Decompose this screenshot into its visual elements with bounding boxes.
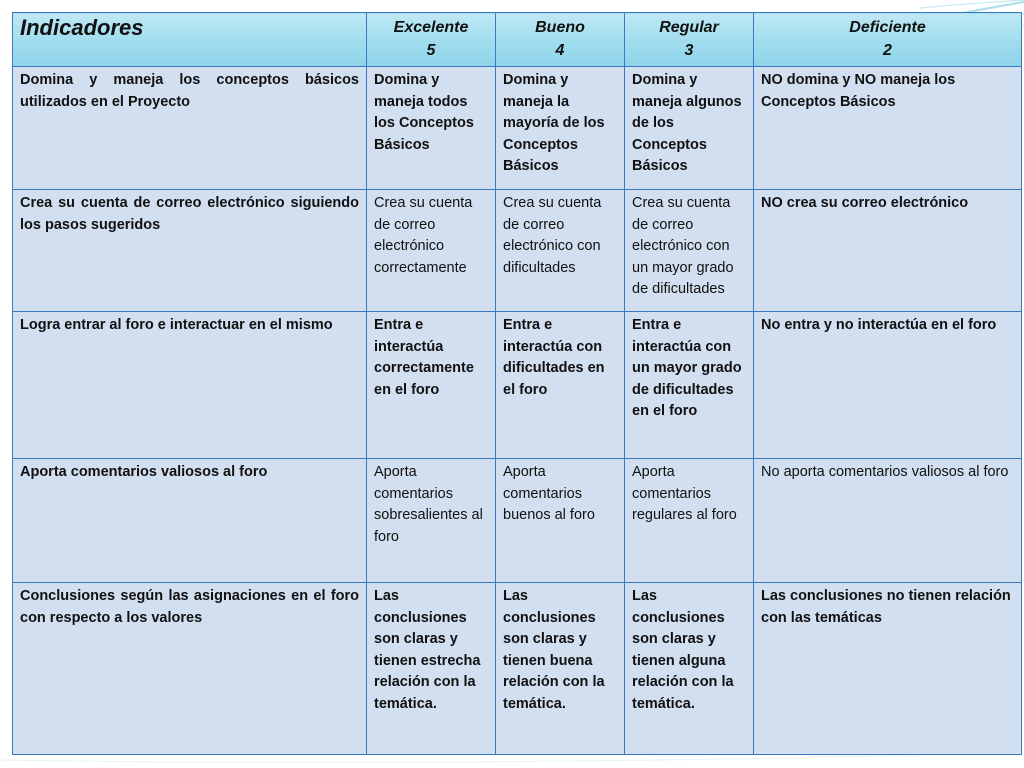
descriptor-cell-regular: Las conclusiones son claras y tienen alguna relación con la temática. [625,583,754,755]
indicator-cell: Aporta comentarios valiosos al foro [13,459,367,583]
descriptor-cell-deficiente: NO crea su correo electrónico [754,190,1022,312]
level-name: Regular [659,19,719,36]
descriptor-cell-regular: Domina y maneja algunos de los Conceptos Básicos [625,67,754,190]
descriptor-cell-excelente: Entra e interactúa correctamente en el foro [367,312,496,459]
descriptor-cell-bueno: Domina y maneja la mayoría de los Conceptos Básicos [496,67,625,190]
header-indicadores: Indicadores [13,13,367,67]
descriptor-cell-regular: Entra e interactúa con un mayor grado de dificultades en el foro [625,312,754,459]
descriptor-cell-deficiente: Las conclusiones no tienen relación con las temáticas [754,583,1022,755]
header-row [13,13,1022,67]
table-row [13,190,1022,312]
descriptor-cell-regular: Crea su cuenta de correo electrónico con un mayor grado de dificultades [625,190,754,312]
level-name: Deficiente [849,19,926,36]
indicator-cell: Conclusiones según las asignaciones en el foro con respecto a los valores [13,583,367,755]
indicator-cell: Crea su cuenta de correo electrónico siguiendo los pasos sugeridos [13,190,367,312]
level-name: Excelente [393,19,469,36]
header-level-deficiente [754,13,1022,67]
level-score: 2 [883,42,892,59]
descriptor-cell-regular: Aporta comentarios regulares al foro [625,459,754,583]
descriptor-cell-bueno: Aporta comentarios buenos al foro [496,459,625,583]
indicator-cell: Domina y maneja los conceptos básicos utilizados en el Proyecto [13,67,367,190]
descriptor-cell-excelente: Las conclusiones son claras y tienen estrecha relación con la temática. [367,583,496,755]
descriptor-cell-bueno: Crea su cuenta de correo electrónico con dificultades [496,190,625,312]
level-score: 4 [555,42,565,59]
indicator-cell: Logra entrar al foro e interactuar en el mismo [13,312,367,459]
descriptor-cell-bueno: Las conclusiones son claras y tienen buena relación con la temática. [496,583,625,755]
level-score: 5 [426,42,436,59]
descriptor-cell-excelente: Domina y maneja todos los Conceptos Básicos [367,67,496,190]
table-row [13,312,1022,459]
table-row [13,583,1022,755]
descriptor-cell-bueno: Entra e interactúa con dificultades en el foro [496,312,625,459]
header-level-regular [625,13,754,67]
descriptor-cell-deficiente: NO domina y NO maneja los Conceptos Básicos [754,67,1022,190]
descriptor-cell-deficiente: No entra y no interactúa en el foro [754,312,1022,459]
header-level-bueno [496,13,625,67]
level-score: 3 [684,42,694,59]
descriptor-cell-excelente: Crea su cuenta de correo electrónico correctamente [367,190,496,312]
table-row [13,459,1022,583]
header-level-excelente [367,13,496,67]
rubric-table [12,12,1022,755]
table-row [13,67,1022,190]
descriptor-cell-excelente: Aporta comentarios sobresalientes al foro [367,459,496,583]
level-name: Bueno [535,19,585,36]
descriptor-cell-deficiente: No aporta comentarios valiosos al foro [754,459,1022,583]
